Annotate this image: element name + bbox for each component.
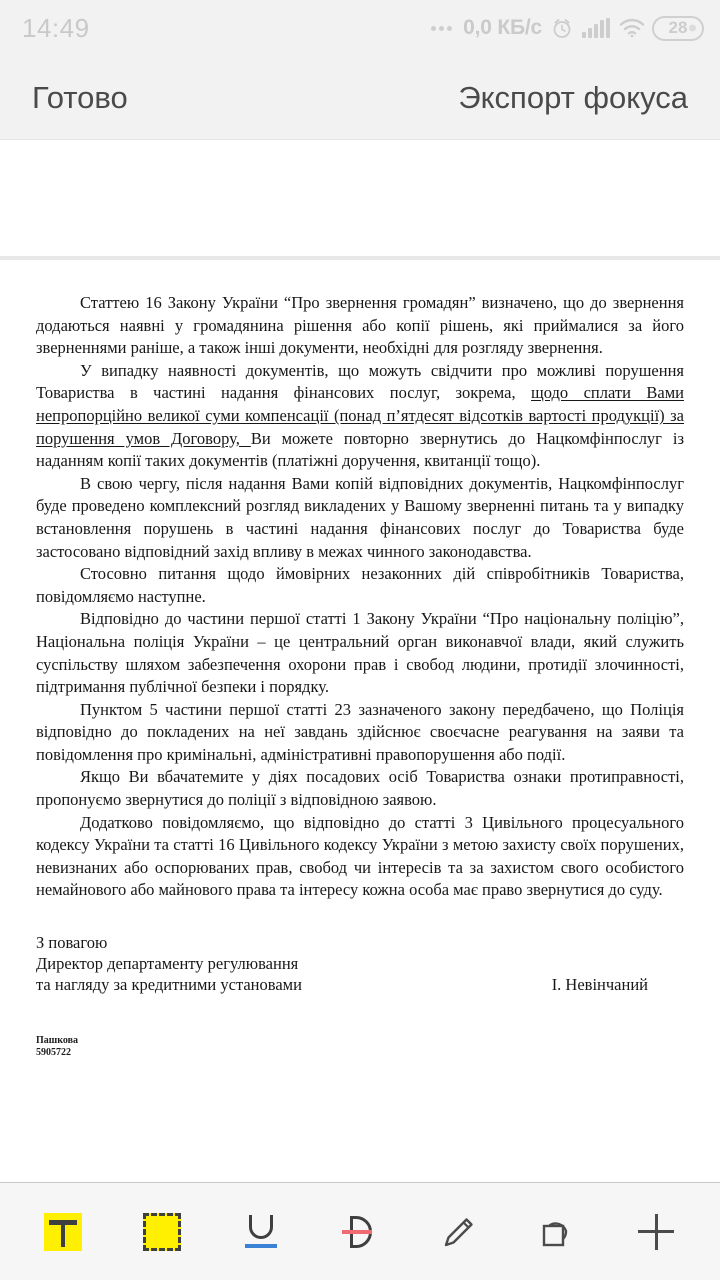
battery-level-label: 28: [668, 18, 688, 37]
paragraph-text: Пунктом 5 частини першої статті 23 зазначеного закону передбачено, що Поліція відповідно до покладених на неї завдань здійснює своєчасне реагування на заяви та повідомлення про кримінальні, адміністративні правопорушення або події.: [36, 699, 684, 764]
status-bar: [0, 0, 720, 56]
document-scroll-area[interactable]: [0, 260, 720, 1180]
footer-reference: 5905722: [36, 1047, 71, 1059]
paragraph-text: Якщо Ви вбачатемите у діях посадових осіб Товариства ознаки протиправності, пропонуємо звернутися до поліції з відповідною заявою.: [36, 767, 684, 810]
signature-closing-line: [36, 932, 684, 953]
underline-icon: [241, 1212, 281, 1252]
signature-title-line-1: [36, 953, 684, 974]
underline-tool[interactable]: [232, 1203, 290, 1261]
footer-author: Пашкова: [36, 1035, 79, 1047]
signature-title-line-2: [36, 974, 684, 995]
page-top-margin: [0, 140, 720, 256]
done-button[interactable]: Готово: [32, 79, 128, 115]
signature-block: [36, 932, 684, 995]
strikethrough-icon: [340, 1212, 380, 1252]
paragraph-text: В свою чергу, після надання Вами копій відповідних документів, Нацкомфінпослуг буде проведено комплексний розгляд викладених у Вашому зверненні питань та у випадку встановлення порушень в частині надання фінансових послуг до Товариства буде застосовано відповідний захід впливу в межах чинного законодавства.: [36, 473, 684, 561]
document-paragraph: [36, 473, 684, 563]
signature-title-2: та нагляду за кредитними установами: [36, 975, 302, 995]
document-paragraph: [36, 563, 684, 608]
document-paragraph: [36, 608, 684, 698]
paragraph-text: Статтею 16 Закону України “Про звернення громадян” визначено, що до звернення додаються наявні у громадянина рішення або копії рішень, які приймалися за його зверненнями раніше, а також інші документи, необхідні для розгляду звернення.: [36, 293, 684, 358]
signature-closing: З повагою: [36, 933, 108, 953]
plus-icon: [636, 1212, 676, 1252]
duplicate-shape-icon: [538, 1212, 578, 1252]
document-footer: [36, 1035, 684, 1059]
pencil-icon: [439, 1212, 479, 1252]
add-tool[interactable]: [627, 1203, 685, 1261]
shape-tool[interactable]: [529, 1203, 587, 1261]
draw-tool[interactable]: [430, 1203, 488, 1261]
document-paragraph: [36, 766, 684, 811]
battery-icon: [652, 16, 704, 41]
overflow-dots-icon: [431, 26, 452, 31]
highlight-area-tool[interactable]: [133, 1203, 191, 1261]
paragraph-text: Ви можете повторно звернутись до Нацкомфінпослуг із наданням копії таких документів (платіжні доручення, квитанції тощо).: [36, 428, 684, 471]
document-paragraph: [36, 812, 684, 902]
annotation-toolbar: [0, 1182, 720, 1280]
signature-title-1: Директор департаменту регулювання: [36, 954, 299, 974]
paragraph-text: Стосовно питання щодо ймовірних незаконних дій співробітників Товариства, повідомляємо наступне.: [36, 564, 684, 606]
highlight-text-icon: [44, 1213, 82, 1251]
paragraph-text: Додатково повідомляємо, що відповідно до статті 3 Цивільного процесуального кодексу України та статті 16 Цивільного кодексу України з метою захисту своїх порушених, невизнаних або оспорюваних прав, свобод чи інтересів та за захистом свого особистого немайнового або майнового права та інтересу кожна особа має право звернутися до суду.: [36, 812, 684, 900]
underlined-annotation[interactable]: щодо сплати Вами непропорційно великої суми компенсації (понад п’ятдесят відсотків вартості продукції) за порушення умов Договору,: [36, 383, 684, 448]
wifi-icon: [619, 18, 643, 38]
strikethrough-tool[interactable]: [331, 1203, 389, 1261]
paragraph-text: У випадку наявності документів, що можуть свідчити про можливі порушення Товариства в частині надання фінансових послуг, зокрема,: [36, 360, 684, 403]
document-paragraph: [36, 360, 684, 473]
paragraph-text: Відповідно до частини першої статті 1 Закону України “Про національну поліцію”, Національна поліція України – це центральний орган виконавчої влади, який служить суспільству шляхом забезпечення охорони прав і свобод людини, протидії злочинності, підтримання публічної безпеки і порядку.: [36, 609, 684, 697]
network-speed-label: 0,0 КБ/с: [463, 16, 542, 39]
highlight-text-tool[interactable]: [34, 1203, 92, 1261]
document-page[interactable]: [0, 260, 720, 1059]
signatory-name: І. Невінчаний: [551, 975, 648, 995]
action-bar: [0, 56, 720, 140]
document-paragraph: [36, 292, 684, 360]
status-bar-icons: [431, 16, 704, 41]
document-body: [36, 292, 684, 902]
status-clock: 14:49: [22, 12, 90, 43]
alarm-icon: [551, 17, 573, 39]
screen-title: Экспорт фокуса: [458, 79, 688, 115]
document-paragraph: [36, 699, 684, 767]
highlight-area-icon: [143, 1213, 181, 1251]
cellular-signal-icon: [582, 18, 610, 38]
